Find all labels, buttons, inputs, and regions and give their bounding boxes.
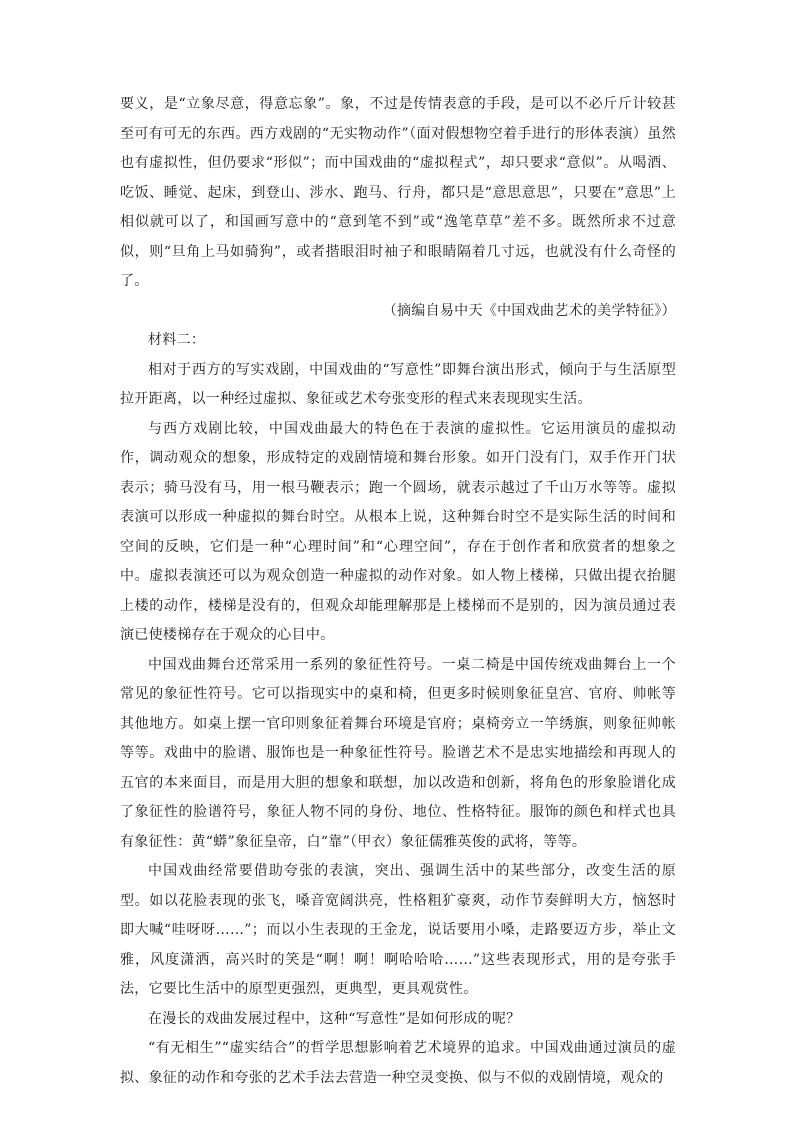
source-citation: （摘编自易中天《中国戏曲艺术的美学特征》）	[382, 302, 676, 319]
material-two-label: 材料二：	[148, 332, 206, 348]
paragraph-5: 中国戏曲经常要借助夸张的表演，突出、强调生活中的某些部分，改变生活的原型。如以花脸表现的张飞，嗓音宽阔洪亮，性格粗犷豪爽，动作节奏鲜明大方，恼怒时即大喊“哇呀呀……”；而以小生表现的王金龙，说话要用小嗓，走路要迈方步，举止文雅，风度潇洒，高兴时的笑是“啊！啊！啊哈哈哈……”这些表现形式，用的是夸张手法，它要比生活中的原型更强烈，更典型，更具观赏性。	[120, 863, 676, 997]
paragraph-4: 中国戏曲舞台还常采用一系列的象征性符号。一桌二椅是中国传统戏曲舞台上一个常见的象征性符号。它可以指现实中的桌和椅，但更多时候则象征皇宫、官府、帅帐等其他地方。如桌上摆一官印则象征着舞台环境是官府；桌椅旁立一竿绣旗，则象征帅帐等等。戏曲中的脸谱、服饰也是一种象征性符号。脸谱艺术不是忠实地描绘和再现人的五官的本来面目，而是用大胆的想象和联想，加以改造和创新，将角色的形象脸谱化成了象征性的脸谱符号，象征人物不同的身份、地位、性格特征。服饰的颜色和样式也具有象征性：黄“蟒”象征皇帝，白“靠”（甲衣）象征儒雅英俊的武将，等等。	[120, 656, 676, 850]
article-body	[120, 90, 676, 1093]
paragraph-1: 要义，是“立象尽意，得意忘象”。象，不过是传情表意的手段，是可以不必斤斤计较甚至可有可无的东西。西方戏剧的“无实物动作”（面对假想物空着手进行的形体表演）虽然也有虚拟性，但仍要求“形似”；而中国戏曲的“虚拟程式”，却只要求“意似”。从喝酒、吃饭、睡觉、起床，到登山、涉水、跑马、行舟，都只是“意思意思”，只要在“意思”上相似就可以了，和国画写意中的“意到笔不到”或“逸笔草草”差不多。既然所求不过意似，则“旦角上马如骑狗”，或者揩眼泪时袖子和眼睛隔着几寸远，也就没有什么奇怪的了。	[120, 96, 676, 289]
paragraph-7: “有无相生”“虚实结合”的哲学思想影响着艺术境界的追求。中国戏曲通过演员的虚拟、象征的动作和夸张的艺术手法去营造一种空灵变换、似与不似的戏剧情境，观众的	[120, 1040, 676, 1086]
paragraph-6: 在漫长的戏曲发展过程中，这种“写意性”是如何形成的呢？	[148, 1010, 521, 1027]
paragraph-2: 相对于西方的写实戏剧，中国戏曲的“写意性”即舞台演出形式，倾向于与生活原型拉开距离，以一种经过虚拟、象征或艺术夸张变形的程式来表现现实生活。	[120, 361, 676, 407]
paragraph-3: 与西方戏剧比较，中国戏曲最大的特色在于表演的虚拟性。它运用演员的虚拟动作，调动观众的想象，形成特定的戏剧情境和舞台形象。如开门没有门，双手作开门状表示；骑马没有马，用一根马鞭表示；跑一个圆场，就表示越过了千山万水等等。虚拟表演可以形成一种虚拟的舞台时空。从根本上说，这种舞台时空不是实际生活的时间和空间的反映，它们是一种“心理时间”和“心理空间”，存在于创作者和欣赏者的想象之中。虚拟表演还可以为观众创造一种虚拟的动作对象。如人物上楼梯，只做出提衣抬腿上楼的动作，楼梯是没有的，但观众却能理解那是上楼梯而不是别的，因为演员通过表演已使楼梯存在于观众的心目中。	[120, 420, 676, 643]
